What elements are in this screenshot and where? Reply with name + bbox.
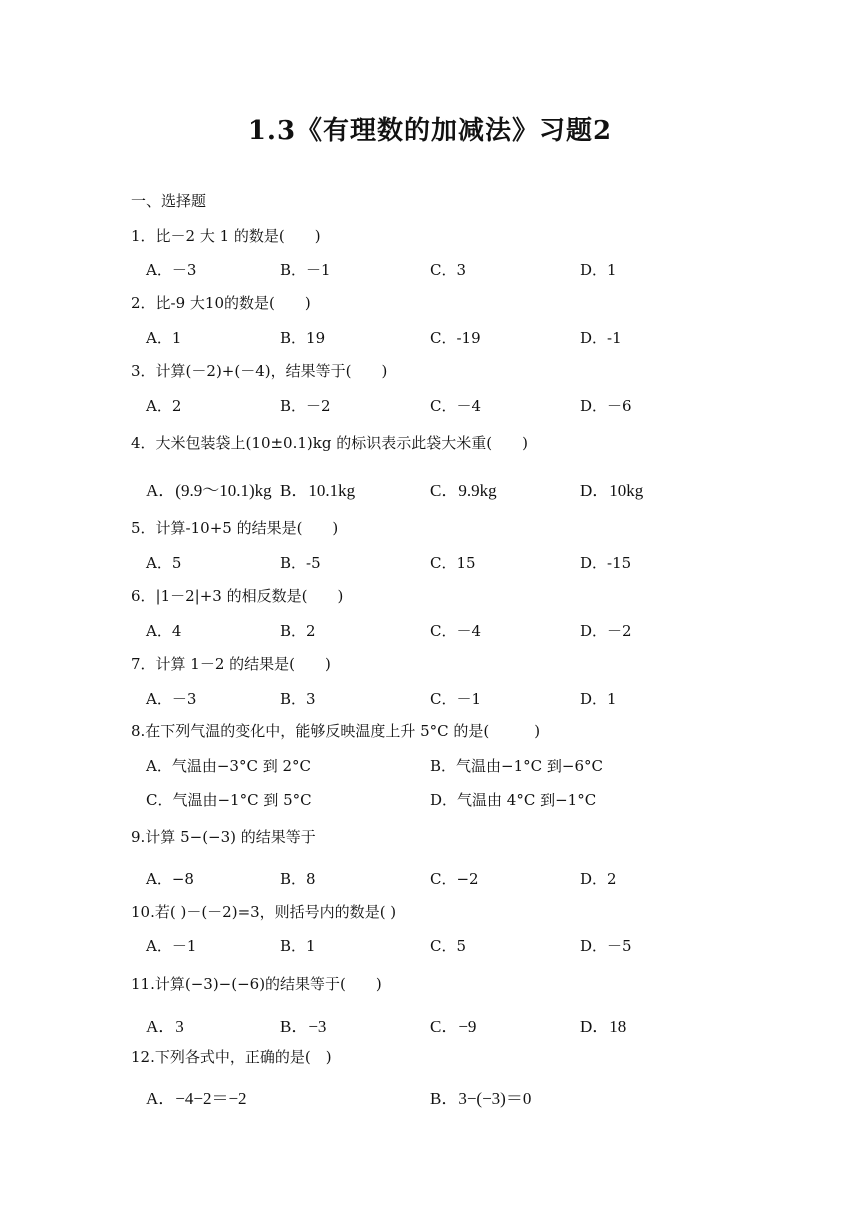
question-10-option-d: D．－5 [580,937,632,955]
question-8-option-b: B．气温由−1°C 到−6°C [430,757,603,775]
question-3-option-c: C．－4 [430,397,482,415]
question-10-option-a: A．－1 [146,937,197,955]
question-10-option-b: B．1 [280,937,316,955]
question-6-option-c: C．－4 [430,622,482,640]
question-9-option-c: C．−2 [430,870,479,888]
question-6-option-b: B．2 [280,622,316,640]
question-5-stem: 5．计算-10+5 的结果是( ) [131,519,339,537]
question-9-option-b: B．8 [280,870,316,888]
question-8-stem: 8.在下列气温的变化中，能够反映温度上升 5°C 的是( ) [131,722,541,740]
question-6-option-a: A．4 [146,622,182,640]
question-8-option-c: C．气温由−1°C 到 5°C [146,791,312,809]
question-4-option-b: B．10.1kg [280,481,356,500]
question-2-stem: 2．比-9 大10的数是( ) [131,294,311,312]
question-4-option-d: D．10kg [580,481,644,500]
question-11-option-d: D．18 [580,1017,627,1036]
question-1-option-c: C．3 [430,261,467,279]
question-5-option-a: A．5 [146,554,182,572]
question-7-option-b: B．3 [280,690,316,708]
question-11-option-b: B．−3 [280,1017,327,1036]
question-1-option-b: B．－1 [280,261,331,279]
question-7-option-d: D．1 [580,690,617,708]
question-5-option-c: C．15 [430,554,476,572]
question-12-option-a: A．−4−2＝−2 [146,1089,247,1108]
question-2-option-b: B．19 [280,329,326,347]
question-6-stem: 6．|1－2|+3 的相反数是( ) [131,587,344,605]
question-2-option-a: A．1 [146,329,182,347]
question-11-option-c: C．−9 [430,1017,477,1036]
question-12-option-b: B．3−(−3)＝0 [430,1089,532,1108]
question-3-option-d: D．－6 [580,397,632,415]
question-4-option-c: C．9.9kg [430,481,497,500]
question-5-option-b: B．-5 [280,554,321,572]
question-1-option-a: A．－3 [146,261,197,279]
question-1-option-d: D．1 [580,261,617,279]
question-9-stem: 9.计算 5−(−3) 的结果等于 [131,828,316,846]
document-title: 1.3《有理数的加减法》习题2 [247,116,613,146]
section-heading: 一、选择题 [131,192,207,210]
question-4-stem: 4．大米包装袋上(10±0.1)kg 的标识表示此袋大米重( ) [131,434,528,452]
question-2-option-d: D．-1 [580,329,622,347]
question-2-option-c: C．-19 [430,329,481,347]
question-9-option-d: D．2 [580,870,617,888]
question-8-option-a: A．气温由−3°C 到 2°C [146,757,311,775]
question-5-option-d: D．-15 [580,554,632,572]
question-10-stem: 10.若( )－(－2)=3，则括号内的数是( ) [131,903,397,921]
question-9-option-a: A．−8 [146,870,194,888]
question-11-stem: 11.计算(−3)−(−6)的结果等于( ) [131,975,382,993]
question-12-stem: 12.下列各式中，正确的是( ) [131,1048,332,1066]
question-8-option-d: D．气温由 4°C 到−1°C [430,791,597,809]
question-3-option-b: B．－2 [280,397,331,415]
question-7-stem: 7．计算 1－2 的结果是( ) [131,655,331,673]
question-6-option-d: D．－2 [580,622,632,640]
question-7-option-a: A．－3 [146,690,197,708]
question-7-option-c: C．－1 [430,690,482,708]
question-1-stem: 1．比－2 大 1 的数是( ) [131,227,321,245]
question-11-option-a: A．3 [146,1017,184,1036]
question-3-option-a: A．2 [146,397,182,415]
question-3-stem: 3．计算(－2)+(－4)，结果等于( ) [131,362,388,380]
question-4-option-a: A．(9.9～10.1)kg [146,481,272,500]
question-10-option-c: C．5 [430,937,467,955]
